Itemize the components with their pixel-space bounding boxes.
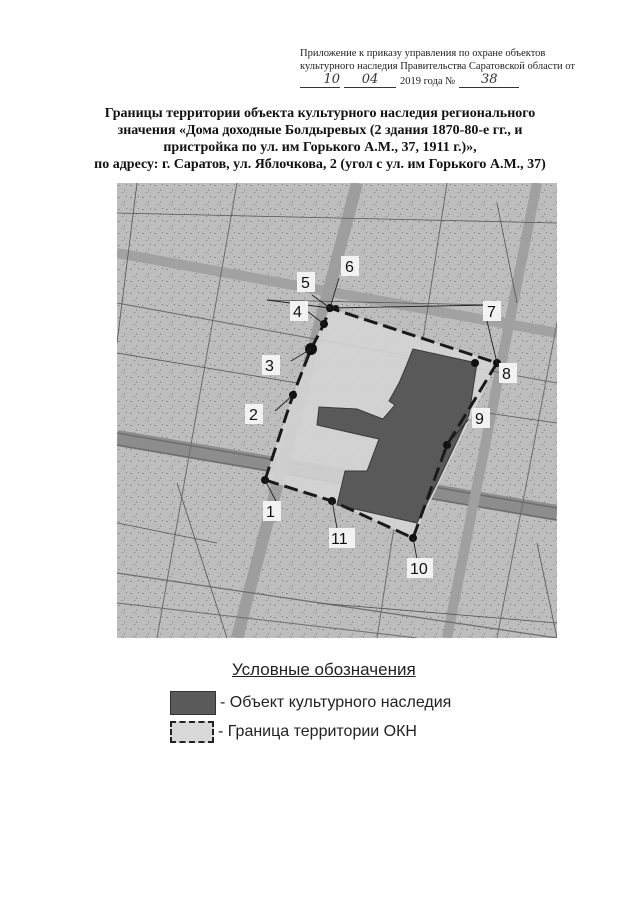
legend-label-border: - Граница территории ОКН xyxy=(218,723,417,740)
date-day: 10 xyxy=(323,72,340,87)
point-label-10: 10 xyxy=(410,561,428,578)
point-label-4: 4 xyxy=(293,304,302,321)
heritage-swatch xyxy=(170,691,216,715)
point-label-7: 7 xyxy=(487,304,496,321)
title-line-3: пристройка по ул. им Горького А.М., 37, 1911 г.)», xyxy=(163,140,477,155)
title-line-1: Границы территории объекта культурного наследия регионального xyxy=(104,106,536,121)
point-label-8: 8 xyxy=(502,366,511,383)
order-number: 38 xyxy=(480,72,498,87)
title-line-2: значения «Дома доходные Болдыревых (2 здания 1870-80-е гг., и xyxy=(117,123,523,138)
appendix-line-2: культурного наследия Правительства Саратовской области от xyxy=(300,61,575,72)
point-label-2: 2 xyxy=(249,407,258,424)
point-label-9: 9 xyxy=(475,411,484,428)
document-title xyxy=(60,105,580,173)
point-label-11: 11 xyxy=(331,531,348,548)
point-label-5: 5 xyxy=(301,275,310,292)
title-line-4: по адресу: г. Саратов, ул. Яблочкова, 2 (угол с ул. им Горького А.М., 37) xyxy=(94,157,546,172)
point-label-1: 1 xyxy=(266,504,275,521)
year-text: 2019 года № xyxy=(400,76,456,87)
legend-label-heritage: - Объект культурного наследия xyxy=(220,694,452,711)
appendix-note xyxy=(300,47,600,88)
legend-item-border xyxy=(170,721,417,743)
legend-item-heritage xyxy=(170,691,451,715)
appendix-line-1: Приложение к приказу управления по охране объектов xyxy=(300,48,546,59)
appendix-line-3 xyxy=(300,73,600,88)
date-month: 04 xyxy=(361,72,379,87)
site-map xyxy=(117,183,557,638)
legend-title: Условные обозначения xyxy=(232,660,416,679)
point-label-3: 3 xyxy=(265,358,274,375)
point-label-6: 6 xyxy=(345,259,354,276)
border-swatch xyxy=(170,721,214,743)
